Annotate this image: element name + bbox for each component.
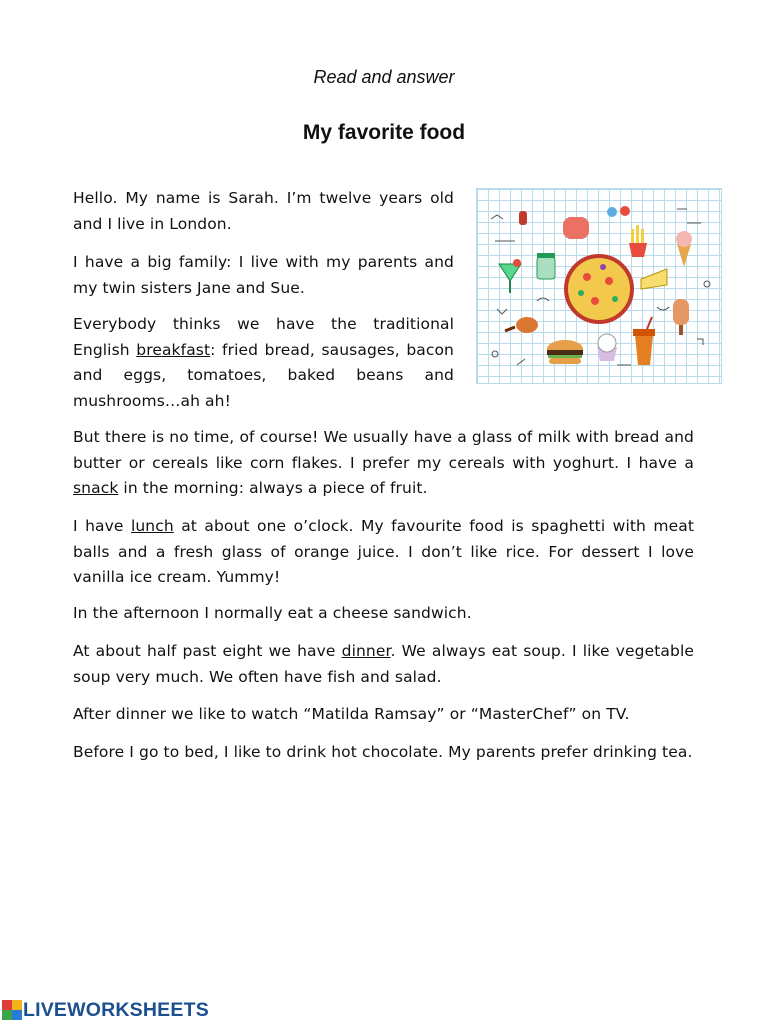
paragraph-family: I have a big family: I live with my parents and my twin sisters Jane and Sue. bbox=[73, 253, 454, 297]
paragraph-text: . We always eat soup. I like vegetable soup very much. We often have fish and salad. bbox=[73, 642, 694, 686]
paragraph-text: : fried bread, sausages, bacon and eggs, tomatoes, baked beans and mushrooms…ah ah! bbox=[73, 340, 454, 410]
keyword-breakfast: breakfast bbox=[136, 340, 211, 359]
paragraph-snack bbox=[73, 425, 694, 502]
food-illustration bbox=[476, 188, 722, 384]
page-title: My favorite food bbox=[302, 121, 466, 144]
logo-square bbox=[2, 1010, 12, 1020]
paragraph-text: I have bbox=[73, 517, 131, 535]
logo-square bbox=[12, 1010, 22, 1020]
keyword-lunch: lunch bbox=[130, 517, 174, 535]
keyword-dinner: dinner bbox=[341, 642, 391, 660]
paragraph-text: But there is no time, of course! We usually have a glass of milk with bread and butter or cereals like corn flakes. I prefer my cereals with yoghurt. I have a bbox=[73, 428, 694, 472]
paragraph-intro: Hello. My name is Sarah. I’m twelve years old and I live in London. bbox=[73, 189, 454, 233]
ice-cream-icon bbox=[676, 231, 692, 267]
jar-icon bbox=[537, 253, 555, 279]
burger-icon bbox=[547, 340, 583, 364]
logo-square bbox=[2, 1000, 12, 1010]
cake-icon bbox=[641, 269, 667, 289]
paragraph-breakfast bbox=[73, 312, 454, 414]
pizza-icon bbox=[566, 256, 632, 322]
paragraph-dinner bbox=[73, 639, 694, 690]
popsicle-icon bbox=[673, 299, 689, 335]
cupcake-icon bbox=[597, 334, 617, 361]
drink-icon bbox=[633, 317, 655, 365]
paragraph-text: Everybody thinks we have the traditional English bbox=[73, 315, 454, 359]
paragraph-lunch bbox=[73, 514, 694, 591]
page-subtitle: Read and answer bbox=[313, 67, 455, 87]
paragraph-afternoon: In the afternoon I normally eat a cheese sandwich. bbox=[73, 604, 472, 622]
liveworksheets-logo[interactable] bbox=[2, 998, 209, 1022]
logo-square bbox=[12, 1000, 22, 1010]
candy-icon bbox=[519, 206, 630, 239]
paragraph-bedtime: Before I go to bed, I like to drink hot chocolate. My parents prefer drinking tea. bbox=[73, 743, 693, 761]
chicken-icon bbox=[505, 317, 538, 333]
paragraph-text: at about one o’clock. My favourite food is spaghetti with meat balls and a fresh glass of orange juice. I don’t like rice. For dessert I love vanilla ice cream. Yummy! bbox=[73, 517, 694, 586]
fries-icon bbox=[629, 225, 647, 257]
paragraph-text: in the morning: always a piece of fruit. bbox=[118, 479, 428, 497]
food-doodles bbox=[477, 189, 722, 384]
paragraph-text: At about half past eight we have bbox=[73, 642, 342, 660]
logo-text: LIVEWORKSHEETS bbox=[23, 998, 209, 1021]
logo-mark-icon bbox=[2, 1000, 22, 1020]
cocktail-icon bbox=[499, 259, 521, 293]
paragraph-tv: After dinner we like to watch “Matilda Ramsay” or “MasterChef” on TV. bbox=[73, 705, 630, 723]
keyword-snack: snack bbox=[73, 479, 119, 497]
